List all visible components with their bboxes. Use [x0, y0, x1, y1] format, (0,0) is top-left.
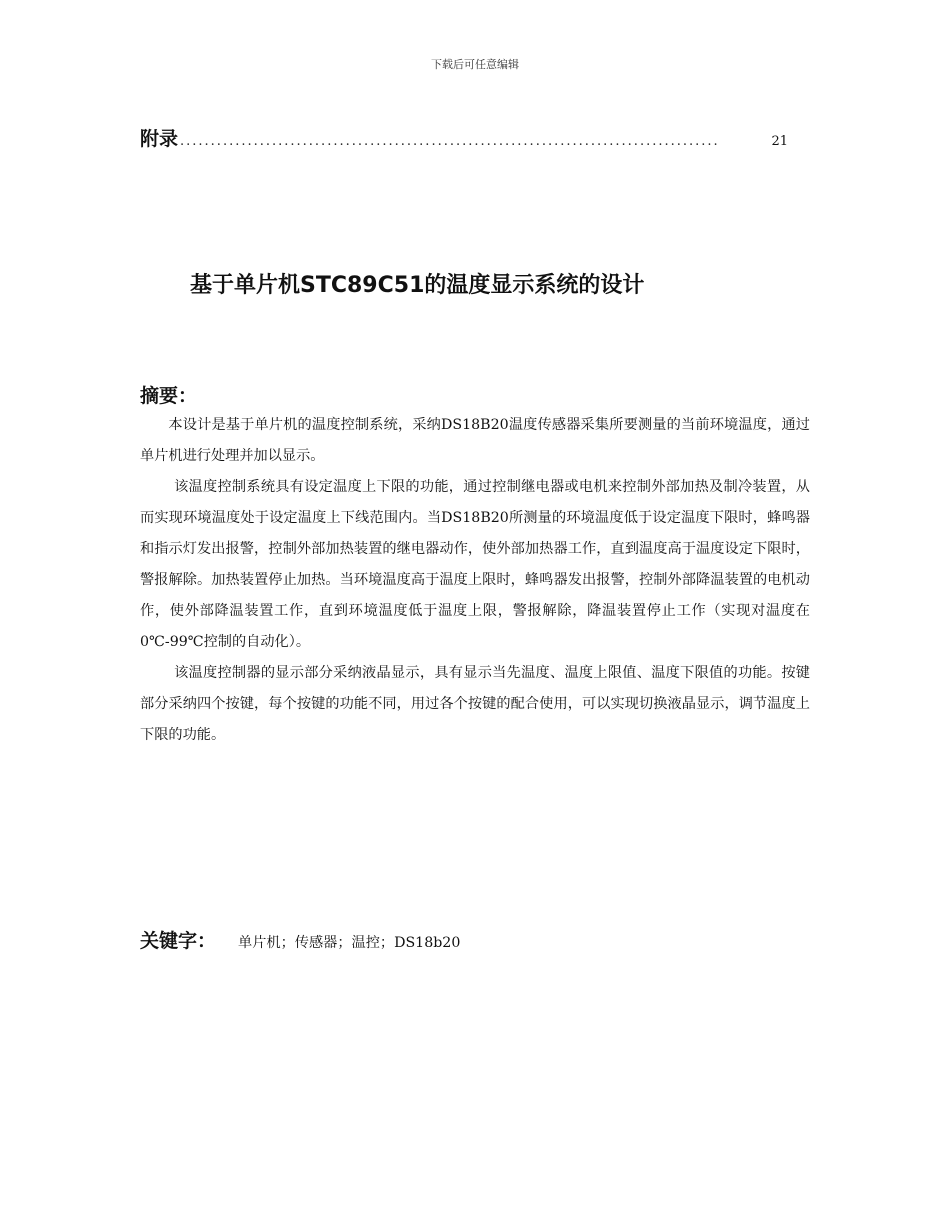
abstract-paragraph-2: 该温度控制系统具有设定温度上下限的功能，通过控制继电器或电机来控制外部加热及制冷装置，从而实现环境温度处于设定温度上下线范围内。当DS18B20所测量的环境温度低于设定温度下限时，蜂鸣器和指示灯发出报警，控制外部加热装置的继电器动作，使外部加热器工作，直到温度高于温度设定下限时，警报解除。加热装置停止加热。当环境温度高于温度上限时，蜂鸣器发出报警，控制外部降温装置的电机动作，使外部降温装置工作，直到环境温度低于温度上限，警报解除，降温装置停止工作（实现对温度在0℃-99℃控制的自动化）。 [140, 479, 810, 650]
abstract-body [140, 410, 810, 751]
toc-page-number: 21 [771, 134, 788, 149]
keywords-line [140, 926, 460, 953]
abstract-paragraph-1: 本设计是基于单片机的温度控制系统，采纳DS18B20温度传感器采集所要测量的当前环境温度，通过单片机进行处理并加以显示。 [140, 417, 810, 464]
keywords-label: 关键字： [140, 930, 217, 952]
abstract-paragraph-3: 该温度控制器的显示部分采纳液晶显示，具有显示当先温度、温度上限值、温度下限值的功能。按键部分采纳四个按键，每个按键的功能不同，用过各个按键的配合使用，可以实现切换液晶显示，调节温度上下限的功能。 [140, 665, 810, 743]
toc-entry-label: 附录 [140, 128, 179, 150]
keywords-text: 单片机；传感器；温控；DS18b20 [238, 935, 461, 951]
abstract-heading: 摘要： [140, 385, 198, 407]
page-header-note: 下载后可任意编辑 [431, 58, 519, 71]
toc-entry-appendix [140, 124, 788, 151]
document-title: 基于单片机STC89C51的温度显示系统的设计 [190, 273, 645, 298]
toc-dot-leader: ........................................................................................ [180, 134, 720, 149]
